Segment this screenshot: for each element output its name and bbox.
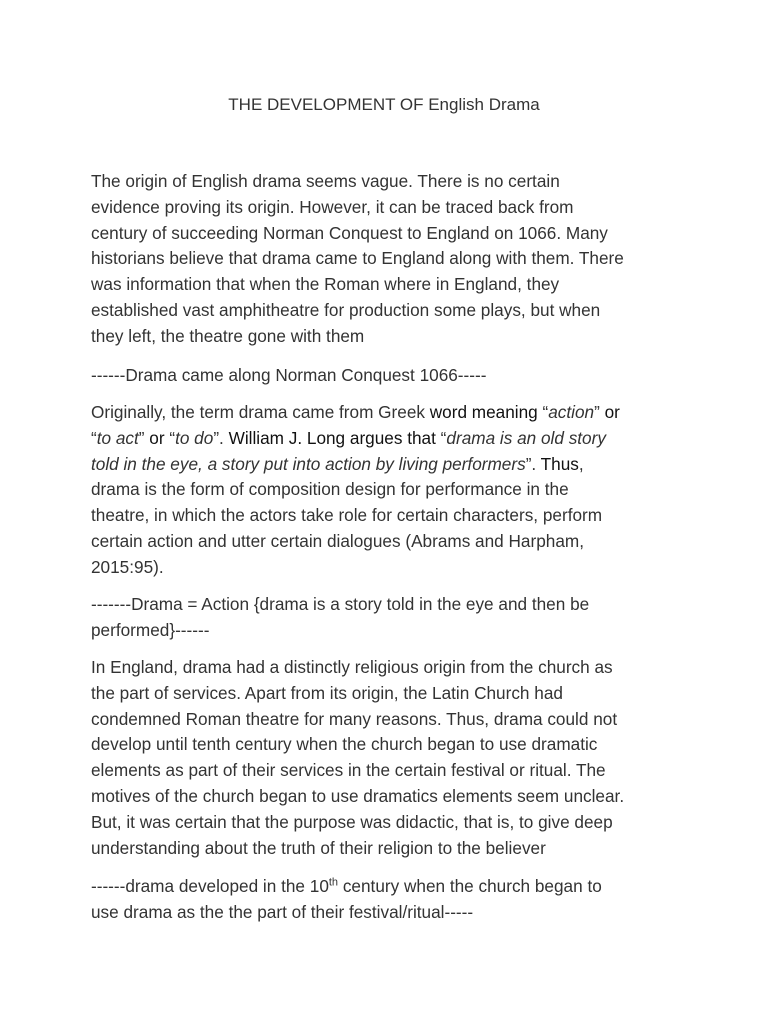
text-span: ” <box>594 402 605 422</box>
italic-span: to act <box>96 427 139 448</box>
text-line: drama is the form of composition design for performance in the <box>91 479 569 500</box>
note-drama-action <box>91 592 691 644</box>
text-line: In England, drama had a distinctly religious origin from the church as <box>91 657 613 677</box>
text-span: ” <box>138 427 150 448</box>
paragraph-origin <box>91 169 691 350</box>
italic-span: drama is an old story <box>446 427 606 448</box>
text-span: ------drama developed in the 10 <box>91 876 329 896</box>
text-line: use drama as the the part of their festival/ritual----- <box>91 901 474 922</box>
text-line: established vast amphitheatre for production some plays, but when <box>91 299 601 320</box>
text-span: Originally, the term drama came from Greek <box>91 402 430 422</box>
text-line: theatre, in which the actors take role for certain characters, perform <box>91 505 603 526</box>
text-line: The origin of English drama seems vague. There is no certain <box>91 171 560 191</box>
note-norman-conquest <box>91 363 691 389</box>
text-line: condemned Roman theatre for many reasons. Thus, drama could not <box>91 708 618 729</box>
text-line: evidence proving its origin. However, it can be traced back from <box>91 196 574 217</box>
text-span: “ <box>537 402 549 422</box>
text-line <box>91 452 691 478</box>
paragraph-definition <box>91 400 691 581</box>
text-line: century of succeeding Norman Conquest to England on 1066. Many <box>91 222 608 243</box>
text-line: ------Drama came along Norman Conquest 1066----- <box>91 365 487 385</box>
text-span: William J. Long argues that <box>228 427 436 448</box>
text-span: , <box>578 453 584 474</box>
text-span: word meaning <box>429 402 538 422</box>
text-line: develop until tenth century when the church began to use dramatic <box>91 734 598 755</box>
text-line: performed}------ <box>91 619 210 640</box>
text-span: ”. <box>213 427 229 448</box>
text-line: motives of the church began to use dramatics elements seem unclear. <box>91 785 625 806</box>
document-title: THE DEVELOPMENT OF English Drama <box>228 95 540 114</box>
text-line: the part of services. Apart from its origin, the Latin Church had <box>91 682 563 703</box>
text-line: historians believe that drama came to England along with them. There <box>91 248 624 269</box>
text-line: they left, the theatre gone with them <box>91 325 365 346</box>
text-line: -------Drama = Action {drama is a story told in the eye and then be <box>91 594 590 614</box>
text-line: 2015:95). <box>91 556 164 577</box>
text-line: was information that when the Roman where in England, they <box>91 274 560 295</box>
text-span: “ <box>91 427 97 448</box>
text-span: Thus <box>540 453 579 474</box>
text-span: or <box>604 402 620 422</box>
text-line: elements as part of their services in the certain festival or ritual. The <box>91 760 606 781</box>
text-span: or <box>149 427 165 448</box>
text-line: understanding about the truth of their religion to the believer <box>91 837 546 858</box>
italic-span: to do <box>175 427 214 448</box>
text-span: ”. <box>525 453 541 474</box>
italic-span: action <box>548 402 595 422</box>
paragraph-religious-origin <box>91 655 691 861</box>
text-span: “ <box>435 427 447 448</box>
text-line: certain action and utter certain dialogues (Abrams and Harpham, <box>91 530 584 551</box>
text-line <box>91 874 691 900</box>
text-line <box>91 400 691 426</box>
italic-span: told in the eye, a story put into action by living performers <box>91 453 526 474</box>
text-span: “ <box>164 427 176 448</box>
note-tenth-century <box>91 874 691 926</box>
text-line: But, it was certain that the purpose was didactic, that is, to give deep <box>91 811 613 832</box>
text-line <box>91 426 691 452</box>
superscript: th <box>328 876 339 889</box>
text-span: century when the church began to <box>338 876 602 896</box>
